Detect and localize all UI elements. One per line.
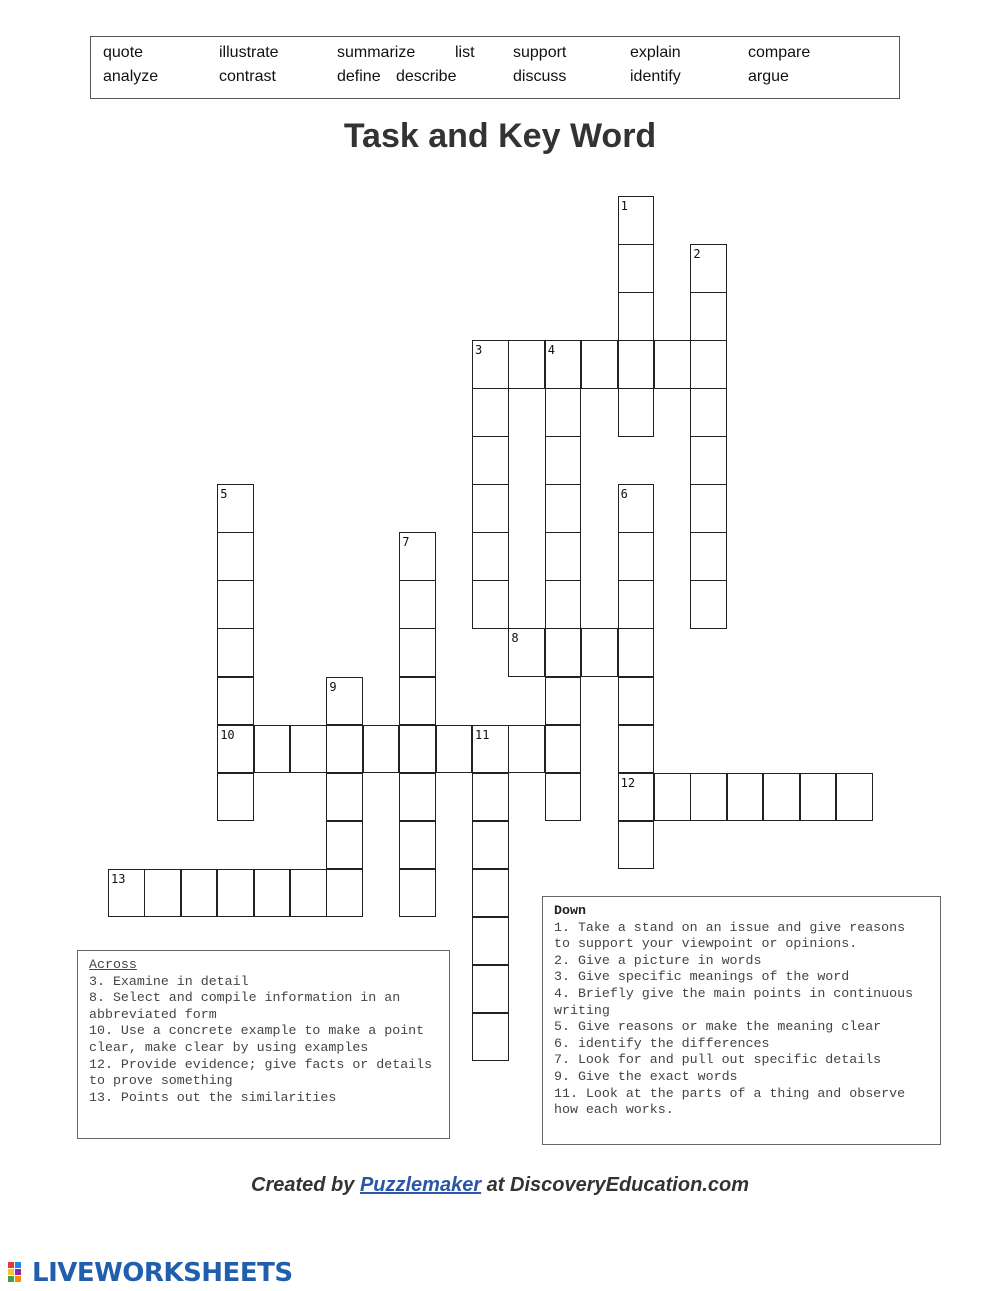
word-bank-item: argue xyxy=(748,68,789,85)
crossword-cell[interactable] xyxy=(690,532,727,581)
word-bank-item: support xyxy=(513,44,567,61)
crossword-cell[interactable] xyxy=(618,677,655,726)
crossword-cell[interactable] xyxy=(618,388,655,437)
crossword-cell[interactable] xyxy=(654,340,691,389)
down-header: Down xyxy=(554,903,586,918)
crossword-cell[interactable] xyxy=(545,484,582,533)
across-header: Across xyxy=(89,957,137,972)
crossword-cell[interactable] xyxy=(290,869,327,918)
word-bank-item: define xyxy=(337,68,381,85)
crossword-cell[interactable] xyxy=(326,677,363,726)
clue-number: 6 xyxy=(620,487,628,502)
across-clue: 12. Provide evidence; give facts or details to prove something xyxy=(89,1056,441,1089)
crossword-cell[interactable] xyxy=(508,725,545,774)
crossword-cell[interactable] xyxy=(326,773,363,822)
crossword-cell[interactable] xyxy=(217,869,254,918)
crossword-cell[interactable] xyxy=(472,773,509,822)
crossword-cell[interactable] xyxy=(217,580,254,629)
crossword-cell[interactable] xyxy=(363,725,400,774)
crossword-cell[interactable] xyxy=(472,869,509,918)
page-title: Task and Key Word xyxy=(343,117,657,155)
crossword-cell[interactable] xyxy=(472,484,509,533)
crossword-cell[interactable] xyxy=(217,725,254,774)
down-clue: 11. Look at the parts of a thing and observe how each works. xyxy=(554,1085,914,1118)
word-bank-item: contrast xyxy=(219,68,276,85)
word-bank-item: compare xyxy=(748,44,811,61)
word-bank-item: illustrate xyxy=(219,44,279,61)
crossword-cell[interactable] xyxy=(581,628,618,677)
crossword-cell[interactable] xyxy=(399,628,436,677)
crossword-cell[interactable] xyxy=(326,725,363,774)
crossword-cell[interactable] xyxy=(545,773,582,822)
crossword-cell[interactable] xyxy=(472,436,509,485)
liveworksheets-wordmark: LIVEWORKSHEETS xyxy=(32,1258,293,1288)
crossword-cell[interactable] xyxy=(690,340,727,389)
crossword-cell[interactable] xyxy=(181,869,218,918)
crossword-cell[interactable] xyxy=(254,869,291,918)
across-clue: 13. Points out the similarities xyxy=(89,1089,337,1105)
crossword-cell[interactable] xyxy=(545,580,582,629)
crossword-cell[interactable] xyxy=(399,725,436,774)
crossword-cell[interactable] xyxy=(618,292,655,341)
crossword-cell[interactable] xyxy=(472,340,509,389)
credit-suffix: at DiscoveryEducation.com xyxy=(481,1174,749,1196)
clue-number: 4 xyxy=(547,343,556,358)
crossword-cell[interactable] xyxy=(144,869,181,918)
crossword-cell[interactable] xyxy=(399,580,436,629)
credit-prefix: Created by xyxy=(251,1174,360,1196)
crossword-cell[interactable] xyxy=(472,965,509,1014)
clue-number: 10 xyxy=(220,727,235,742)
crossword-cell[interactable] xyxy=(800,773,837,822)
credit-line xyxy=(0,1174,1000,1197)
clue-number: 5 xyxy=(220,487,228,502)
down-clue: 3. Give specific meanings of the word xyxy=(554,969,850,985)
crossword-cell[interactable] xyxy=(472,725,509,774)
word-bank-item: discuss xyxy=(513,68,567,85)
crossword-cell[interactable] xyxy=(690,292,727,341)
crossword-cell[interactable] xyxy=(399,677,436,726)
word-bank-item: identify xyxy=(630,68,681,85)
across-clue: 3. Examine in detail xyxy=(89,973,249,989)
across-clues-box xyxy=(77,950,450,1139)
puzzlemaker-link[interactable]: Puzzlemaker xyxy=(359,1174,482,1196)
word-bank-item: summarize xyxy=(337,44,416,61)
crossword-cell[interactable] xyxy=(217,532,254,581)
crossword-cell[interactable] xyxy=(690,388,727,437)
across-clue: 8. Select and compile information in an abbreviated form xyxy=(89,990,409,1022)
word-bank xyxy=(90,36,900,99)
clue-number: 2 xyxy=(693,247,701,262)
crossword-cell[interactable] xyxy=(690,484,727,533)
down-clue: 5. Give reasons or make the meaning clear xyxy=(554,1019,882,1035)
crossword-cell[interactable] xyxy=(763,773,800,822)
clue-number: 13 xyxy=(111,871,126,886)
crossword-cell[interactable] xyxy=(108,869,145,918)
crossword-cell[interactable] xyxy=(618,725,655,774)
clue-number: 1 xyxy=(620,199,628,213)
crossword-cell[interactable] xyxy=(727,773,764,822)
crossword-cell[interactable] xyxy=(618,773,655,822)
crossword-cell[interactable] xyxy=(618,196,655,245)
crossword-cell[interactable] xyxy=(217,628,254,677)
crossword-cell[interactable] xyxy=(690,436,727,485)
liveworksheets-logo-icon xyxy=(8,1260,30,1286)
clue-number: 11 xyxy=(475,727,490,742)
crossword-cell[interactable] xyxy=(618,821,655,870)
crossword-cell[interactable] xyxy=(545,725,582,774)
crossword-cell[interactable] xyxy=(690,580,727,629)
crossword-cell[interactable] xyxy=(472,580,509,629)
down-clue: 9. Give the exact words xyxy=(554,1068,738,1084)
crossword-cell[interactable] xyxy=(836,773,873,822)
crossword-cell[interactable] xyxy=(326,869,363,918)
clue-number: 9 xyxy=(329,679,337,694)
crossword-cell[interactable] xyxy=(472,388,509,437)
crossword-cell[interactable] xyxy=(399,532,436,581)
across-clue: 10. Use a concrete example to make a point clear, make clear by using examples xyxy=(89,1023,433,1055)
down-clue: 6. identify the differences xyxy=(554,1035,770,1051)
crossword-cell[interactable] xyxy=(508,340,545,389)
down-clue: 2. Give a picture in words xyxy=(554,952,762,968)
crossword-cell[interactable] xyxy=(326,821,363,870)
crossword-cell[interactable] xyxy=(472,532,509,581)
crossword-cell[interactable] xyxy=(618,628,655,677)
crossword-cell[interactable] xyxy=(581,340,618,389)
crossword-cell[interactable] xyxy=(545,388,582,437)
crossword-cell[interactable] xyxy=(217,773,254,822)
word-bank-item: list xyxy=(455,44,475,61)
word-bank-item: analyze xyxy=(103,68,159,85)
crossword-cell[interactable] xyxy=(618,580,655,629)
crossword-cell[interactable] xyxy=(618,244,655,293)
down-clues-box xyxy=(542,896,941,1145)
clue-number: 12 xyxy=(620,775,636,790)
liveworksheets-brand[interactable] xyxy=(8,1258,293,1288)
crossword-cell[interactable] xyxy=(545,532,582,581)
crossword-cell[interactable] xyxy=(290,725,327,774)
word-bank-item: describe xyxy=(396,68,457,85)
crossword-cell[interactable] xyxy=(399,821,436,870)
crossword-cell[interactable] xyxy=(618,532,655,581)
clue-number: 7 xyxy=(402,535,410,550)
crossword-cell[interactable] xyxy=(690,773,727,822)
crossword-cell[interactable] xyxy=(545,436,582,485)
crossword-cell[interactable] xyxy=(545,677,582,726)
down-clue: 4. Briefly give the main points in continuous writing xyxy=(554,985,922,1018)
crossword-cell[interactable] xyxy=(436,725,473,774)
crossword-cell[interactable] xyxy=(472,1013,509,1062)
crossword-cell[interactable] xyxy=(472,917,509,966)
crossword-cell[interactable] xyxy=(545,340,582,389)
crossword-cell[interactable] xyxy=(690,244,727,293)
down-clue: 1. Take a stand on an issue and give reasons to support your viewpoint or opinions. xyxy=(554,919,914,952)
crossword-cell[interactable] xyxy=(545,628,582,677)
crossword-cell[interactable] xyxy=(508,628,545,677)
clue-number: 3 xyxy=(475,343,483,358)
word-bank-item: explain xyxy=(630,44,681,61)
crossword-cell[interactable] xyxy=(399,773,436,822)
crossword-cell[interactable] xyxy=(217,677,254,726)
crossword-cell[interactable] xyxy=(254,725,291,774)
crossword-cell[interactable] xyxy=(654,773,691,822)
crossword-cell[interactable] xyxy=(472,821,509,870)
word-bank-item: quote xyxy=(103,44,144,61)
crossword-cell[interactable] xyxy=(618,340,655,389)
crossword-cell[interactable] xyxy=(618,484,655,533)
down-clue: 7. Look for and pull out specific details xyxy=(554,1052,882,1068)
crossword-cell[interactable] xyxy=(217,484,254,533)
clue-number: 8 xyxy=(511,631,519,646)
crossword-cell[interactable] xyxy=(399,869,436,918)
